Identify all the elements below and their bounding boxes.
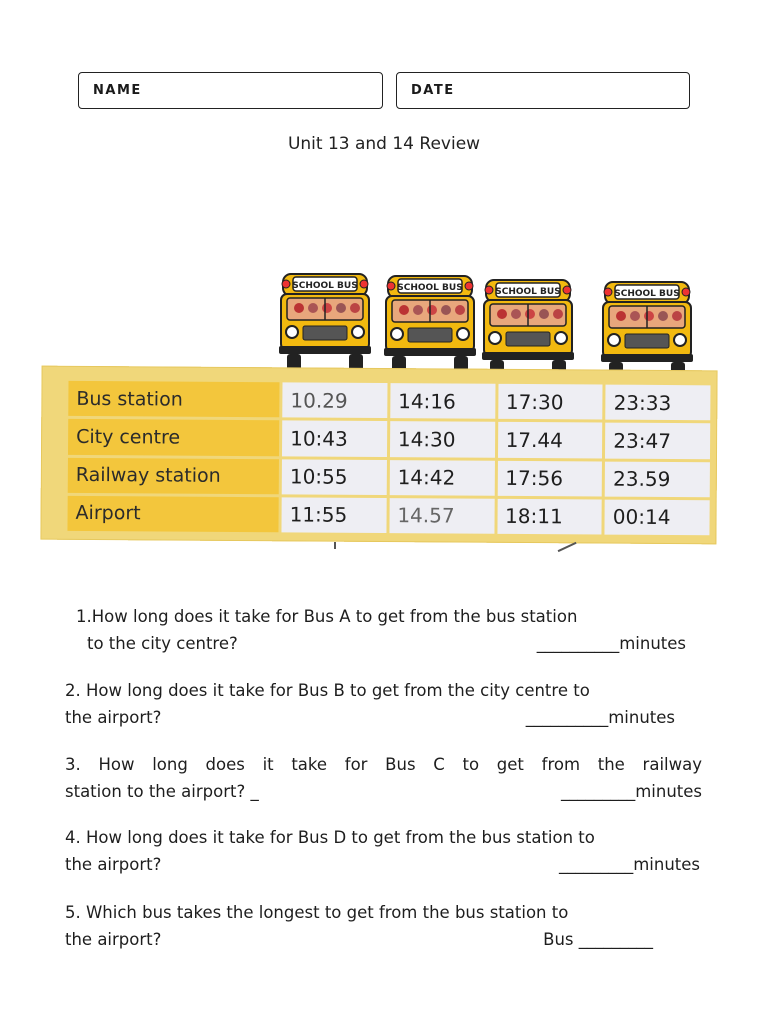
time-cell: 18:11 bbox=[497, 499, 602, 535]
stop-label: Bus station bbox=[68, 381, 279, 418]
table-row bbox=[67, 496, 709, 536]
answer-blank[interactable]: __________minutes bbox=[525, 708, 675, 727]
photo-mark bbox=[334, 542, 336, 549]
question-text: 5. Which bus takes the longest to get from the bus station to bbox=[65, 903, 569, 922]
question-text: station to the airport? _ bbox=[65, 782, 259, 801]
table-row bbox=[68, 457, 710, 497]
table-row bbox=[68, 381, 710, 421]
time-cell: 10:43 bbox=[282, 421, 387, 457]
time-cell: 10:55 bbox=[282, 459, 387, 495]
time-cell: 14:42 bbox=[390, 460, 495, 496]
time-cell: 17:30 bbox=[498, 384, 603, 420]
time-cell: 14.57 bbox=[389, 498, 494, 534]
bus-sign-d: SCHOOL BUS bbox=[614, 289, 680, 299]
time-cell: 14:16 bbox=[390, 383, 495, 419]
question-text: 2. How long does it take for Bus B to get from the city centre to bbox=[65, 681, 590, 700]
time-cell: 00:14 bbox=[605, 499, 710, 535]
stop-label: City centre bbox=[68, 419, 279, 456]
name-label: NAME bbox=[93, 83, 142, 98]
time-cell: 23:47 bbox=[605, 423, 710, 459]
stop-label: Railway station bbox=[68, 457, 279, 494]
question-text: 1.How long does it take for Bus A to get from the bus station bbox=[76, 607, 578, 626]
answer-blank[interactable]: _________minutes bbox=[558, 855, 700, 874]
school-bus-b-image bbox=[380, 270, 480, 378]
question-text: the airport? bbox=[65, 930, 162, 949]
question-5 bbox=[65, 899, 677, 953]
stop-label: Airport bbox=[67, 496, 278, 533]
question-text: the airport? bbox=[65, 708, 162, 727]
question-text: 3. How long does it take for Bus C to get from the railway bbox=[65, 755, 702, 774]
school-bus-c-image bbox=[478, 274, 578, 382]
bus-timetable bbox=[64, 378, 713, 539]
page-title: Unit 13 and 14 Review bbox=[287, 134, 481, 154]
question-2 bbox=[65, 677, 675, 731]
question-4 bbox=[65, 824, 700, 878]
time-cell: 17.44 bbox=[498, 422, 603, 458]
time-cell: 10.29 bbox=[282, 382, 387, 418]
time-cell: 17:56 bbox=[497, 460, 602, 496]
time-cell: 11:55 bbox=[282, 497, 387, 533]
answer-blank[interactable]: Bus _________ bbox=[543, 930, 653, 949]
date-field[interactable] bbox=[396, 72, 690, 109]
answer-blank[interactable]: __________minutes bbox=[536, 634, 686, 653]
question-text: 4. How long does it take for Bus D to get from the bus station to bbox=[65, 828, 595, 847]
school-bus-a-image bbox=[275, 268, 375, 376]
name-field[interactable] bbox=[78, 72, 383, 109]
timetable-photo bbox=[40, 366, 717, 545]
school-bus-d-image bbox=[597, 276, 697, 384]
date-label: DATE bbox=[411, 83, 455, 98]
answer-blank[interactable]: _________minutes bbox=[560, 782, 702, 801]
time-cell: 23:33 bbox=[606, 385, 711, 421]
bus-sign-b: SCHOOL BUS bbox=[397, 283, 463, 293]
bus-sign-a: SCHOOL BUS bbox=[292, 281, 358, 291]
time-cell: 14:30 bbox=[390, 421, 495, 457]
question-text: the airport? bbox=[65, 855, 162, 874]
question-1 bbox=[76, 603, 686, 657]
bus-sign-c: SCHOOL BUS bbox=[495, 287, 561, 297]
question-3 bbox=[65, 751, 702, 805]
time-cell: 23.59 bbox=[605, 461, 710, 497]
table-row bbox=[68, 419, 710, 459]
question-text: to the city centre? bbox=[87, 634, 238, 653]
